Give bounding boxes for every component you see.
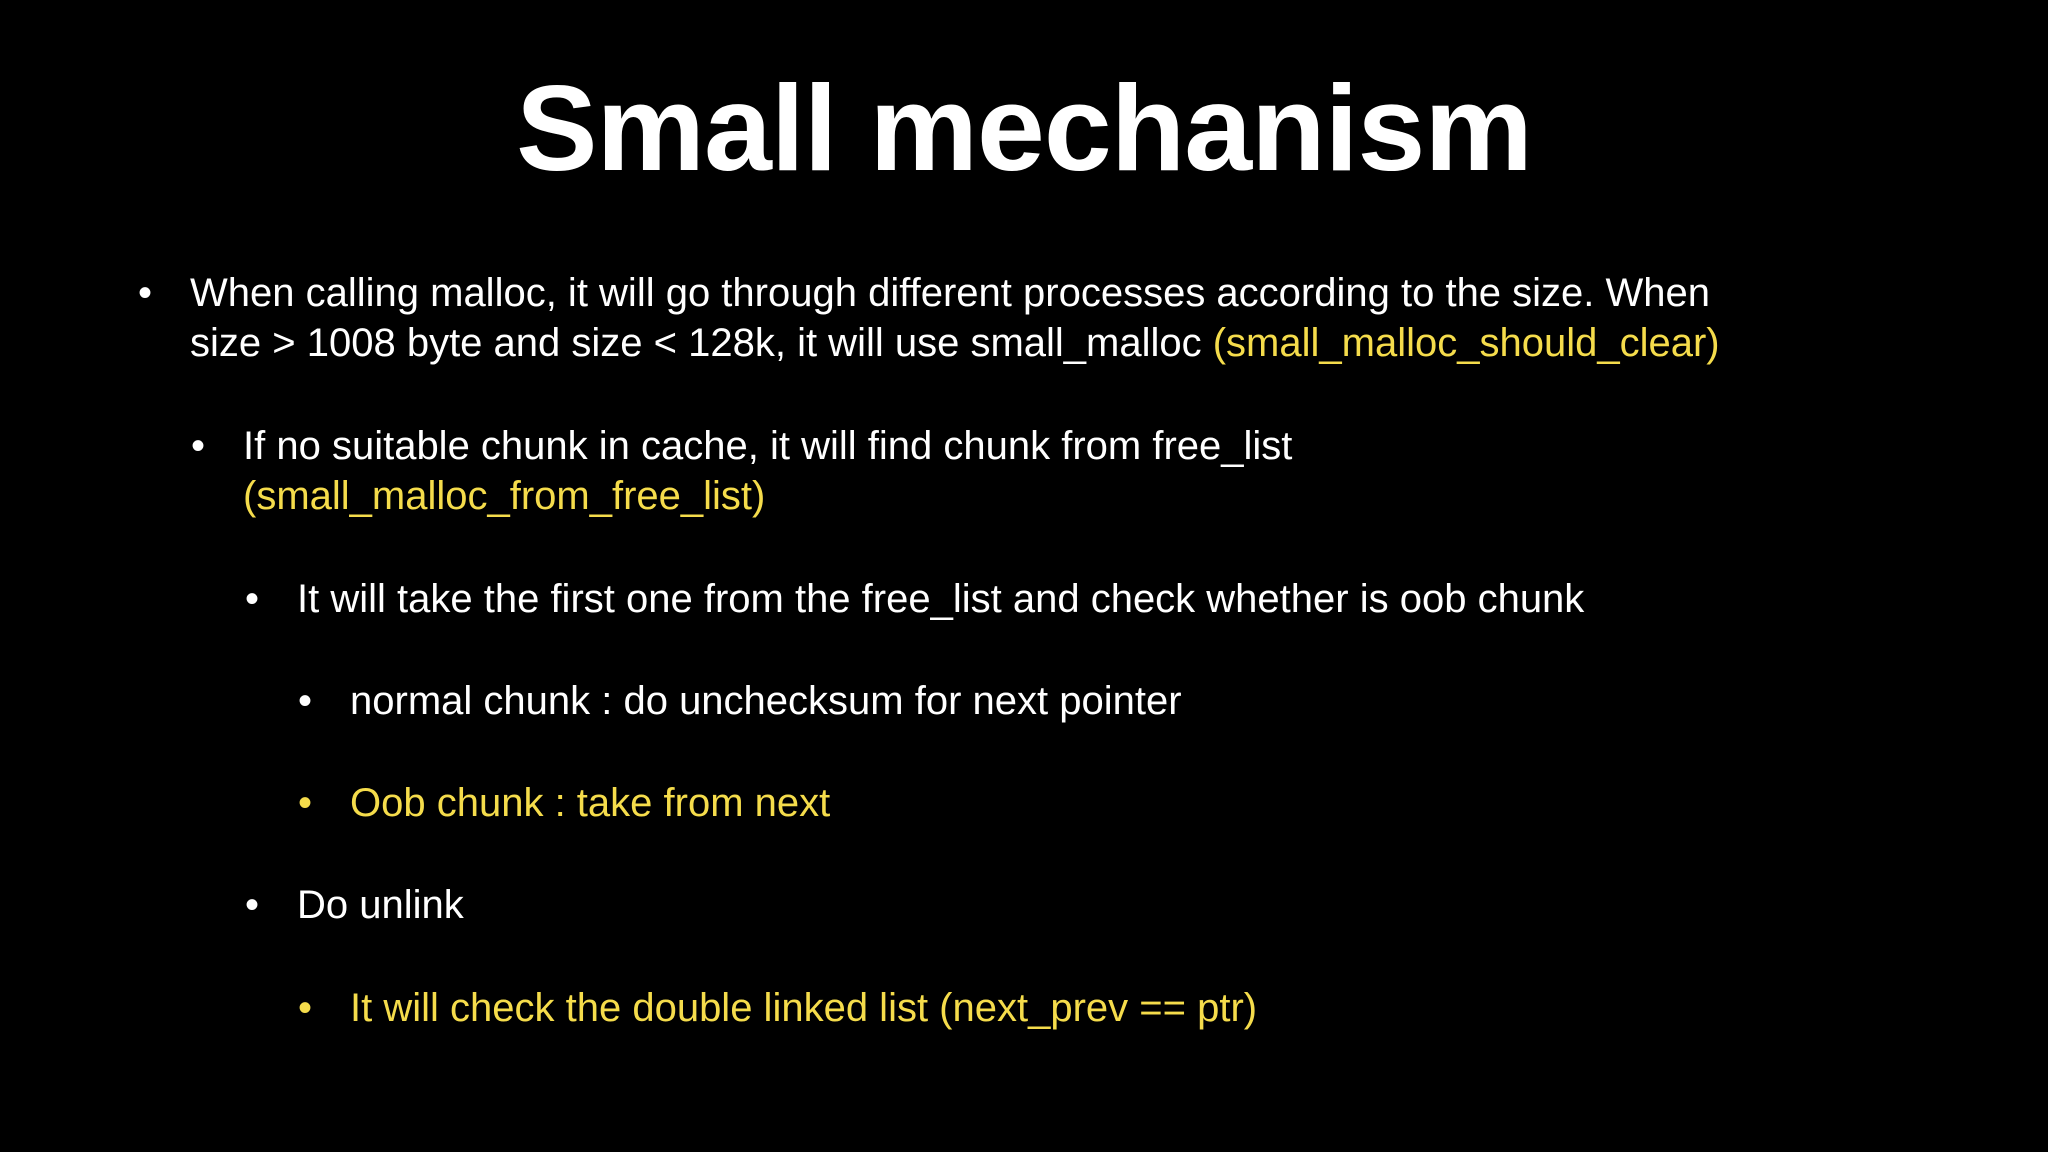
bullet-text: normal chunk : do unchecksum for next pointer (350, 679, 1182, 723)
bullet-malloc-size (138, 268, 1890, 368)
function-name-highlight: (small_malloc_should_clear) (1212, 321, 1720, 365)
bullet-dot: • (245, 883, 260, 927)
bullet-do-unlink (245, 880, 1797, 930)
bullet-take-first (245, 574, 1897, 624)
bullet-line: When calling malloc, it will go through different processes according to the size. When (190, 271, 1711, 315)
bullet-dot: • (298, 986, 313, 1030)
bullet-double-linked-check (298, 983, 1850, 1033)
bullet-dot: • (298, 781, 313, 825)
bullet-line: If no suitable chunk in cache, it will find chunk from free_list (243, 424, 1293, 468)
bullet-text: Oob chunk : take from next (350, 781, 831, 825)
bullet-normal-chunk (298, 676, 1850, 726)
bullet-oob-chunk (298, 778, 1850, 828)
bullet-dot: • (298, 679, 313, 723)
bullet-dot: • (138, 271, 153, 315)
bullet-text: size > 1008 byte and size < 128k, it will use small_malloc (190, 321, 1213, 365)
slide-title: Small mechanism (516, 60, 1532, 196)
bullet-text: It will check the double linked list (next_prev == ptr) (350, 986, 1258, 1030)
bullet-line (190, 318, 1890, 368)
function-name-highlight: (small_malloc_from_free_list) (243, 474, 766, 518)
bullet-dot: • (245, 577, 260, 621)
bullet-dot: • (191, 424, 206, 468)
bullet-text: It will take the first one from the free_list and check whether is oob chunk (297, 577, 1585, 621)
bullet-free-list (191, 421, 1843, 521)
bullet-text: Do unlink (297, 883, 464, 927)
